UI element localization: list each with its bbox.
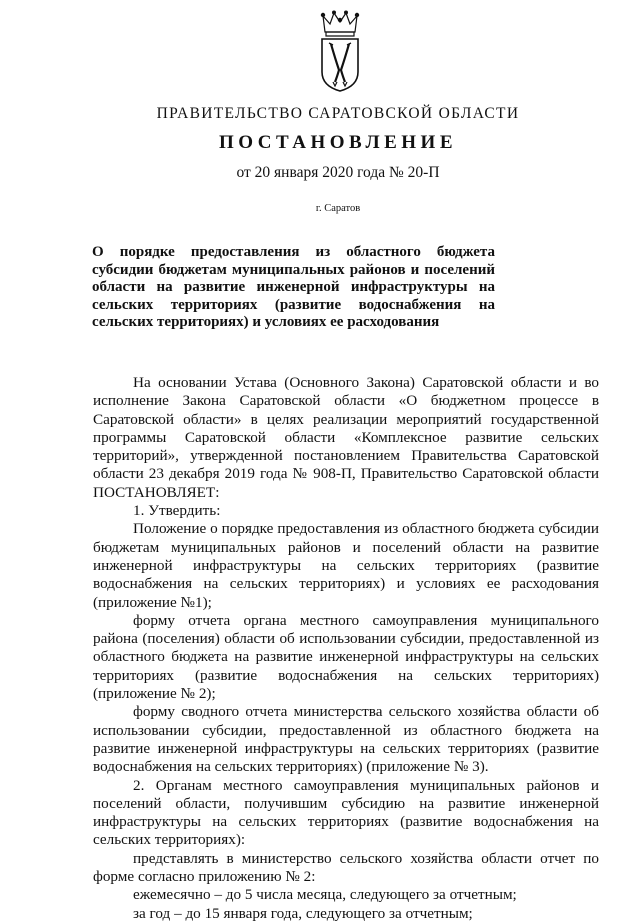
document-title: О порядке предоставления из областного бюджета субсидии бюджетам муниципальных районов и поселений области на развитие инженерной инфраструктуры на сельских территориях (развитие водоснабжения на сельских территориях) и условиях ее расходования (92, 244, 495, 331)
document-city: г. Саратов (315, 203, 361, 214)
clause-1-item-3: форму сводного отчета министерства сельского хозяйства области об использовании субсидии, предоставленной из областного бюджета на развитие инженерной инфраструктуры на сельских территориях (развитие водоснабжения на сельских территориях) (приложение № 3). (93, 703, 599, 776)
clause-2-item-1: представлять в министерство сельского хозяйства области отчет по форме согласно приложению № 2: (93, 849, 599, 886)
clause-1-item-2: форму отчета органа местного самоуправления муниципального района (поселения) области об использовании субсидии, предоставленной из областного бюджета на развитие инженерной инфраструктуры на сельских территориях (развитие водоснабжения на сельских территориях) (приложение № 2); (93, 611, 599, 703)
clause-1-item-1: Положение о порядке предоставления из областного бюджета субсидии бюджетам муниципальных районов и поселений области на развитие инженерной инфраструктуры на сельских территориях (развитие водоснабжения на сельских территориях) и условиях ее расходования (приложение №1); (93, 520, 599, 611)
saratov-coat-of-arms-icon (319, 10, 361, 92)
clause-2-yearly: за год – до 15 января года, следующего за отчетным; (133, 904, 473, 922)
clause-1: 1. Утвердить: (133, 502, 221, 520)
government-name: ПРАВИТЕЛЬСТВО САРАТОВСКОЙ ОБЛАСТИ (156, 105, 520, 122)
document-date-number: от 20 января 2020 года № 20-П (236, 164, 440, 181)
document-type: ПОСТАНОВЛЕНИЕ (218, 132, 458, 153)
document-body (93, 374, 599, 923)
clause-2: 2. Органам местного самоуправления муниципальных районов и поселений области, получившим субсидию на развитие инженерной инфраструктуры на сельских территориях (развитие водоснабжения на сельских территориях): (93, 776, 599, 849)
preamble-paragraph: На основании Устава (Основного Закона) Саратовской области и во исполнение Закона Саратовской области «О бюджетном процессе в Саратовской области» в целях реализации мероприятий государственной программы Саратовской области «Комплексное развитие сельских территорий», утвержденной постановлением Правительства Саратовской области 23 декабря 2019 года № 908-П, Правительство Саратовской области ПОСТАНОВЛЯЕТ: (93, 374, 599, 501)
clause-2-monthly: ежемесячно – до 5 числа месяца, следующего за отчетным; (133, 886, 517, 904)
